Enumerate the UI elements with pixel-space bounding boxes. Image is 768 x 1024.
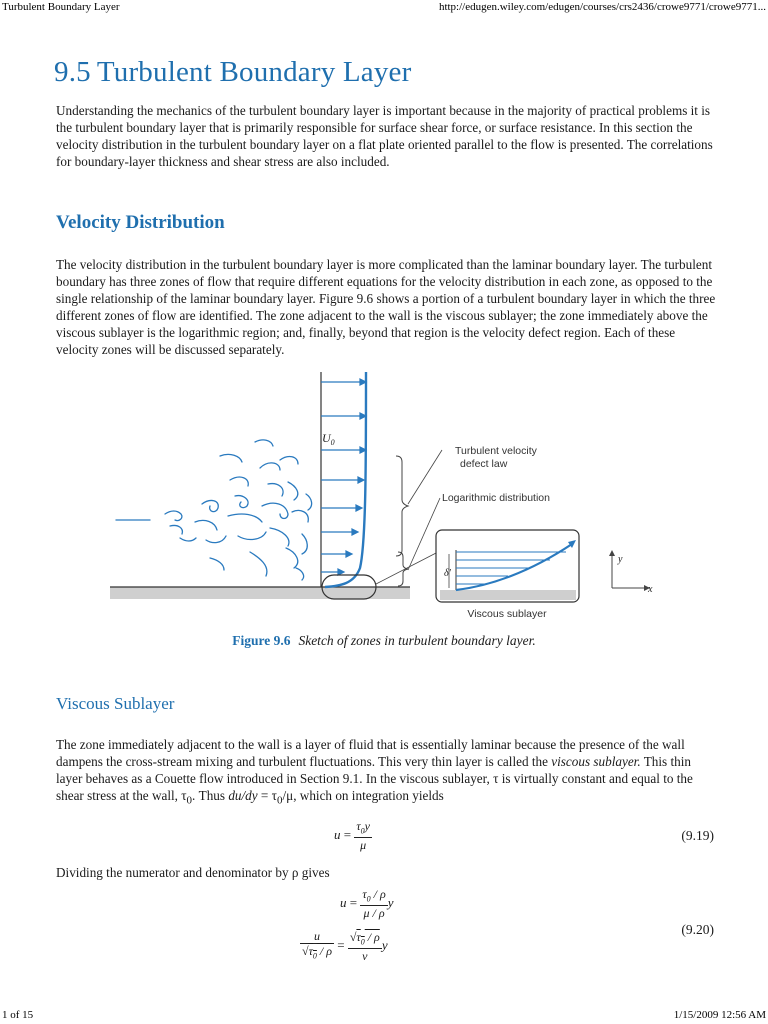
section-title	[54, 56, 411, 89]
print-header-title: Turbulent Boundary Layer	[2, 1, 120, 13]
inset-label: Viscous sublayer	[467, 608, 547, 620]
figure-boundary-layer	[110, 372, 670, 622]
print-date: 1/15/2009 12:56 AM	[673, 1009, 766, 1021]
equation-9-20-number: (9.20)	[681, 922, 714, 937]
y-axis-arrow	[609, 550, 615, 556]
velocity-paragraph: The velocity distribution in the turbulent boundary layer is more complicated than the laminar boundary layer. The turbulent boundary has three zones of flow that require different equations for the velocity distribution in each zone, as opposed to the single relationship of the laminar boundary layer. Figure 9.6 shows a portion of a turbulent boundary layer in which the three different zones of flow are identified. The zone adjacent to the wall is the viscous sublayer; the zone immediately above the viscous sublayer is the logarithmic region; and, finally, beyond that region is the velocity defect region. Each of these velocity zones will be discussed separately.	[56, 257, 716, 357]
inset-leader	[376, 552, 438, 584]
equation-9-20-line2: $\frac{u}{√\tau_0 / \rho}$ = $\frac{√\tau_0 / \rho}{\nu}$ y	[302, 929, 388, 963]
print-header-url[interactable]: http://edugen.wiley.com/edugen/courses/crs2436/crowe9771/crowe9771...	[438, 1, 766, 13]
defect-leader	[408, 450, 442, 504]
svg-text:Logarithmic distribution: Logarithmic distribution	[442, 492, 550, 504]
u0-label: $U_0$	[322, 431, 335, 447]
equation-9-19: u = $\frac{\tau_0y}{\mu}$	[334, 819, 370, 853]
defect-brace	[396, 456, 408, 556]
figure-caption	[0, 633, 768, 649]
viscous-paragraph: The zone immediately adjacent to the wall is a layer of fluid that is essentially laminar because the presence of the wall dampens the cross-stream mixing and turbulent fluctuations. This very thin layer is called the viscous sublayer. This thin layer behaves as a Couette flow introduced in Section 9.1. In the viscous sublayer, τ is virtually constant and equal to the shear stress at the wall, $\tau_0$. Thus $du/dy = \tau_0/\mu$, which on integration yields	[56, 737, 693, 807]
svg-text:defect law: defect law	[460, 458, 508, 470]
page-count: 1 of 15	[2, 1009, 34, 1021]
velocity-heading: Velocity Distribution	[56, 212, 225, 233]
y-axis-label: y	[618, 554, 623, 565]
section-title-text: Turbulent Boundary Layer	[96, 56, 412, 88]
eddies	[116, 440, 312, 580]
delta-label: δ'	[444, 568, 451, 579]
viscous-heading: Viscous Sublayer	[56, 694, 175, 713]
divide-paragraph: Dividing the numerator and denominator by ρ gives	[56, 865, 330, 880]
inset-wall	[440, 590, 576, 600]
print-footer	[0, 1008, 768, 1024]
log-brace	[398, 552, 408, 586]
section-number: 9.5	[54, 56, 91, 88]
wall	[110, 587, 410, 599]
equation-9-20-line1: u = $\frac{\tau_0 / \rho}{\mu / \rho}$ y	[340, 887, 394, 921]
zone-labels	[442, 445, 550, 504]
caption-label: Figure 9.6	[232, 633, 291, 648]
caption-text: Sketch of zones in turbulent boundary layer.	[298, 633, 536, 648]
intro-paragraph: Understanding the mechanics of the turbulent boundary layer is important because in the majority of practical problems it is the turbulent boundary layer that is primarily responsible for surface shear force, or surface resistance. In this section the velocity distribution in the turbulent boundary layer on a flat plate oriented parallel to the flow is presented. The correlations for boundary-layer thickness and shear stress are also included.	[56, 103, 713, 169]
svg-text:Turbulent velocity: Turbulent velocity	[455, 445, 537, 457]
print-header	[0, 0, 768, 16]
x-axis-label: x	[648, 584, 653, 595]
equation-9-19-number: (9.19)	[681, 828, 714, 843]
velocity-arrows	[321, 379, 366, 575]
